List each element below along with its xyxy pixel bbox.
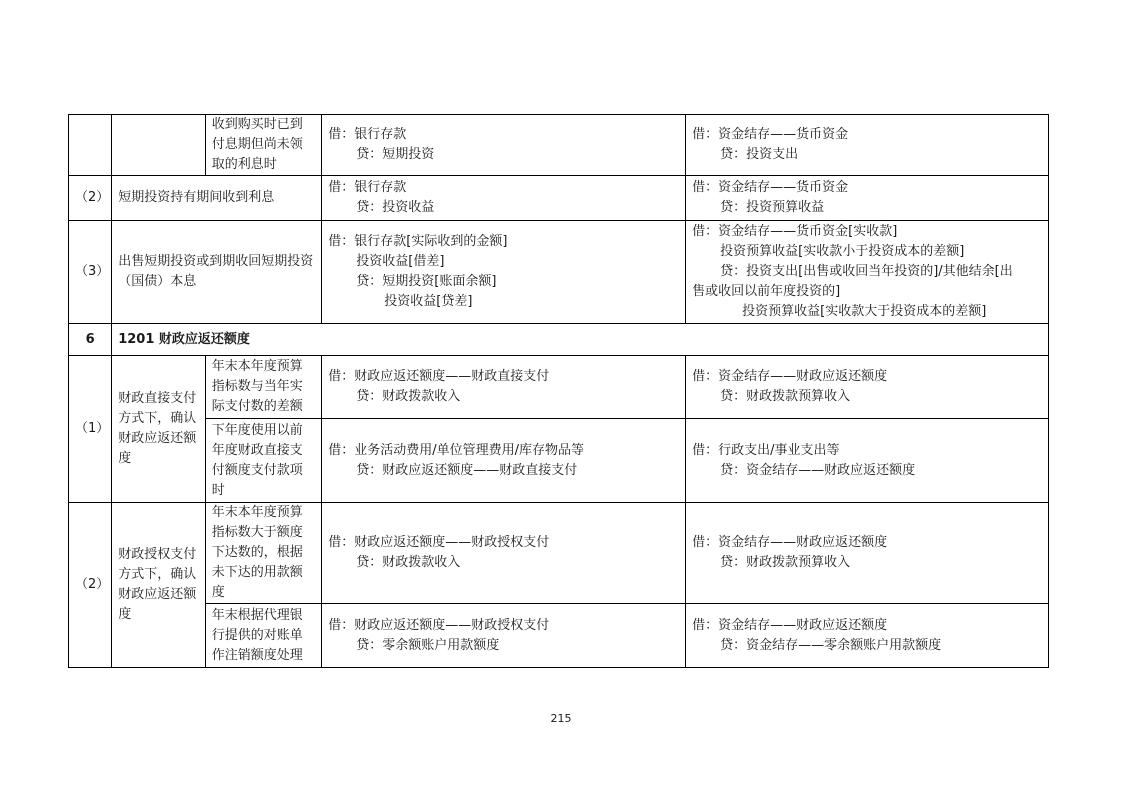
table-row <box>69 221 1049 324</box>
entry-line: 借：财政应返还额度——财政授权支付 <box>328 535 550 550</box>
entry-line: 投资预算收益[实收款大于投资成本的差额] <box>742 304 987 319</box>
entry-line: 贷：资金结存——财政应返还额度 <box>720 462 916 478</box>
entry-line: 借：银行存款 <box>328 127 407 142</box>
entry-line: 投资收益[贷差] <box>384 294 473 309</box>
financial-entry-cell <box>322 176 686 221</box>
case-cell: 年末本年度预算指标数大于额度下达数的，根据未下达的用款额度 <box>205 503 322 604</box>
entry-line: 贷：零余额账户用款额度 <box>356 637 500 653</box>
entry-line: 借：财政应返还额度——财政直接支付 <box>328 369 550 384</box>
entry-line: 贷：投资预算收益 <box>720 200 825 215</box>
table-row <box>69 604 1049 668</box>
case-cell: 收到购买时已到付息期但尚未领取的利息时 <box>205 115 322 176</box>
entry-line: 贷：财政拨款收入 <box>356 389 461 404</box>
financial-entry-cell <box>322 419 686 503</box>
case-cell: 下年度使用以前年度财政直接支付额度支付款项时 <box>205 419 322 503</box>
entry-line: 投资收益[借差] <box>356 254 445 269</box>
entry-line: 借：资金结存——货币资金 <box>692 127 849 142</box>
row-number-cell <box>69 115 112 176</box>
entry-line: 贷：财政拨款收入 <box>356 555 461 570</box>
financial-entry-cell <box>322 503 686 604</box>
table-row <box>69 356 1049 419</box>
row-number-cell: （3） <box>69 221 112 324</box>
entry-line: 借：资金结存——财政应返还额度 <box>692 617 888 633</box>
entry-line: 借：资金结存——财政应返还额度 <box>692 535 888 550</box>
entry-line: 借：财政应返还额度——财政授权支付 <box>328 617 550 633</box>
subitem-cell: 短期投资持有期间收到利息 <box>112 176 322 221</box>
entry-line: 借：资金结存——财政应返还额度 <box>692 369 888 384</box>
financial-entry-cell <box>322 221 686 324</box>
budget-entry-cell <box>686 115 1049 176</box>
entry-line: 投资预算收益[实收款小于投资成本的差额] <box>720 244 965 259</box>
entry-line: 借：行政支出/事业支出等 <box>692 442 840 458</box>
financial-entry-cell <box>322 115 686 176</box>
entry-line: 贷：财政应返还额度——财政直接支付 <box>356 462 578 478</box>
accounting-entries-table <box>68 114 1049 668</box>
case-cell: 年末本年度预算指标数与当年实际支付数的差额 <box>205 356 322 419</box>
budget-entry-cell <box>686 604 1049 668</box>
table-row <box>69 115 1049 176</box>
entry-line: 借：资金结存——货币资金 <box>692 180 849 195</box>
entry-line: 借：银行存款 <box>328 180 407 195</box>
financial-entry-cell <box>322 356 686 419</box>
entry-line: 售或收回以前年度投资的] <box>692 284 841 299</box>
financial-entry-cell <box>322 604 686 668</box>
entry-line: 贷：资金结存——零余额账户用款额度 <box>720 637 942 653</box>
subitem-cell: 出售短期投资或到期收回短期投资（国债）本息 <box>112 221 322 324</box>
budget-entry-cell <box>686 356 1049 419</box>
budget-entry-cell <box>686 503 1049 604</box>
subitem-cell: 财政直接支付方式下，确认财政应返还额度 <box>112 356 205 503</box>
entry-line: 借：业务活动费用/单位管理费用/库存物品等 <box>328 442 585 458</box>
table-row <box>69 176 1049 221</box>
row-number-cell: （2） <box>69 503 112 668</box>
page-number: 215 <box>550 712 572 725</box>
table-row <box>69 419 1049 503</box>
entry-line: 贷：投资支出 <box>720 147 799 162</box>
section-title: 1201 财政应返还额度 <box>112 324 1049 356</box>
row-number-cell: （1） <box>69 356 112 503</box>
budget-entry-cell <box>686 176 1049 221</box>
row-number-cell: （2） <box>69 176 112 221</box>
budget-entry-cell <box>686 419 1049 503</box>
case-cell: 年末根据代理银行提供的对账单作注销额度处理 <box>205 604 322 668</box>
entry-line: 贷：投资支出[出售或收回当年投资的]/其他结余[出 <box>720 264 1013 279</box>
subitem-cell <box>112 115 205 176</box>
table-row <box>69 503 1049 604</box>
subitem-cell: 财政授权支付方式下，确认财政应返还额度 <box>112 503 205 668</box>
entry-line: 贷：投资收益 <box>356 200 435 215</box>
entry-line: 贷：短期投资 <box>356 147 435 162</box>
entry-line: 借：银行存款[实际收到的金额] <box>328 234 508 249</box>
entry-line: 贷：财政拨款预算收入 <box>720 555 851 570</box>
budget-entry-cell <box>686 221 1049 324</box>
entry-line: 借：资金结存——货币资金[实收款] <box>692 224 898 239</box>
entry-line: 贷：短期投资[账面余额] <box>356 274 497 289</box>
entry-line: 贷：财政拨款预算收入 <box>720 389 851 404</box>
section-header-row <box>69 324 1049 356</box>
section-number: 6 <box>69 324 112 356</box>
